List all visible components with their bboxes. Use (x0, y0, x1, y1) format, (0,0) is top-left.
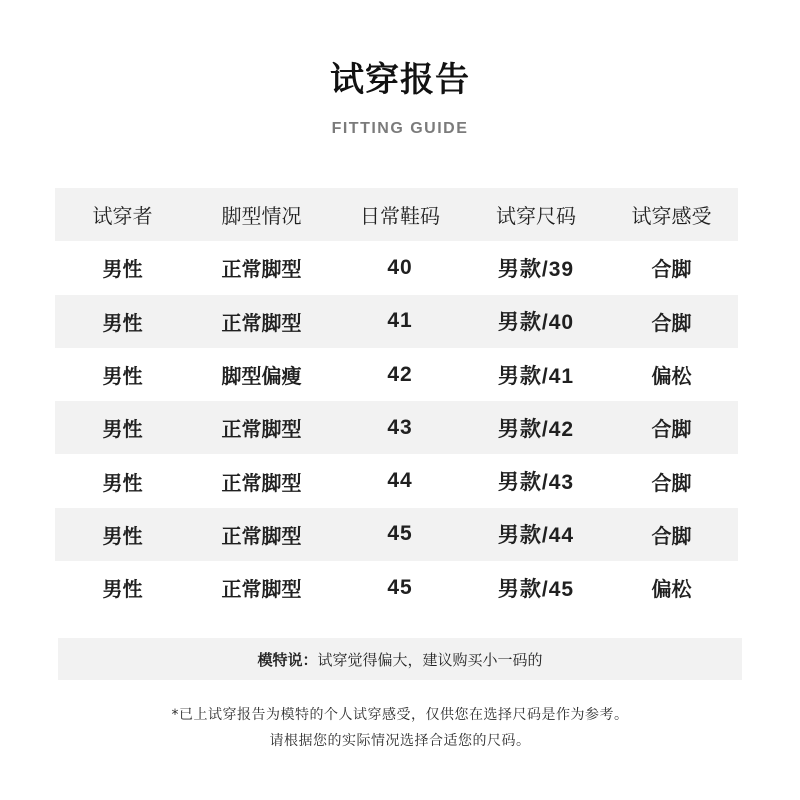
header-cell-tester: 试穿者 (92, 204, 153, 229)
fitting-table (55, 188, 738, 614)
disclaimer-line-1: *已上试穿报告为模特的个人试穿感受，仅供您在选择尺码是作为参考。 (171, 707, 629, 723)
cell-feeling: 合脚 (651, 470, 692, 495)
cell-daily-size: 44 (387, 469, 413, 493)
page-subtitle: FITTING GUIDE (331, 120, 469, 137)
model-comment-label: 模特说： (257, 650, 318, 669)
model-comment-text: 试穿觉得偏大，建议购买小一码的 (317, 650, 543, 669)
cell-feeling: 合脚 (651, 257, 692, 282)
cell-feeling: 合脚 (651, 417, 692, 442)
disclaimer-line-2: 请根据您的实际情况选择合适您的尺码。 (269, 733, 531, 749)
model-comment-box (58, 638, 742, 680)
cell-foot-type: 正常脚型 (221, 310, 302, 335)
cell-foot-type: 脚型偏瘦 (221, 364, 302, 389)
cell-daily-size: 45 (387, 575, 413, 599)
cell-feeling: 合脚 (651, 310, 692, 335)
cell-feeling: 偏松 (651, 577, 692, 602)
table-row (55, 401, 738, 454)
cell-feeling: 合脚 (651, 523, 692, 548)
cell-foot-type: 正常脚型 (221, 523, 302, 548)
cell-tried-size: 男款/44 (497, 524, 575, 548)
cell-daily-size: 41 (387, 309, 413, 333)
cell-tester: 男性 (102, 470, 143, 495)
page-title: 试穿报告 (330, 60, 470, 100)
header-cell-tried-size: 试穿尺码 (496, 204, 576, 229)
table-row (55, 561, 738, 614)
cell-tried-size: 男款/45 (497, 577, 575, 601)
cell-tried-size: 男款/41 (497, 364, 575, 388)
cell-daily-size: 43 (387, 415, 413, 439)
cell-feeling: 偏松 (651, 364, 692, 389)
table-header-row (55, 188, 738, 241)
cell-tester: 男性 (102, 310, 143, 335)
cell-tester: 男性 (102, 417, 143, 442)
cell-tried-size: 男款/43 (497, 471, 575, 495)
header-cell-foot-type: 脚型情况 (221, 204, 302, 229)
cell-tester: 男性 (102, 523, 143, 548)
cell-foot-type: 正常脚型 (221, 470, 302, 495)
table-row (55, 508, 738, 561)
cell-daily-size: 40 (387, 255, 413, 279)
table-row (55, 295, 738, 348)
cell-tester: 男性 (102, 577, 143, 602)
cell-tried-size: 男款/39 (497, 257, 575, 281)
cell-foot-type: 正常脚型 (221, 577, 302, 602)
table-row (55, 241, 738, 294)
cell-tried-size: 男款/42 (497, 417, 575, 441)
cell-tester: 男性 (102, 364, 143, 389)
cell-daily-size: 42 (387, 362, 413, 386)
header-cell-daily-size: 日常鞋码 (360, 204, 440, 229)
cell-daily-size: 45 (387, 522, 413, 546)
cell-foot-type: 正常脚型 (221, 257, 302, 282)
cell-foot-type: 正常脚型 (221, 417, 302, 442)
cell-tried-size: 男款/40 (497, 311, 575, 335)
cell-tester: 男性 (102, 257, 143, 282)
header-cell-feeling: 试穿感受 (631, 204, 712, 229)
table-row (55, 348, 738, 401)
table-row (55, 454, 738, 507)
